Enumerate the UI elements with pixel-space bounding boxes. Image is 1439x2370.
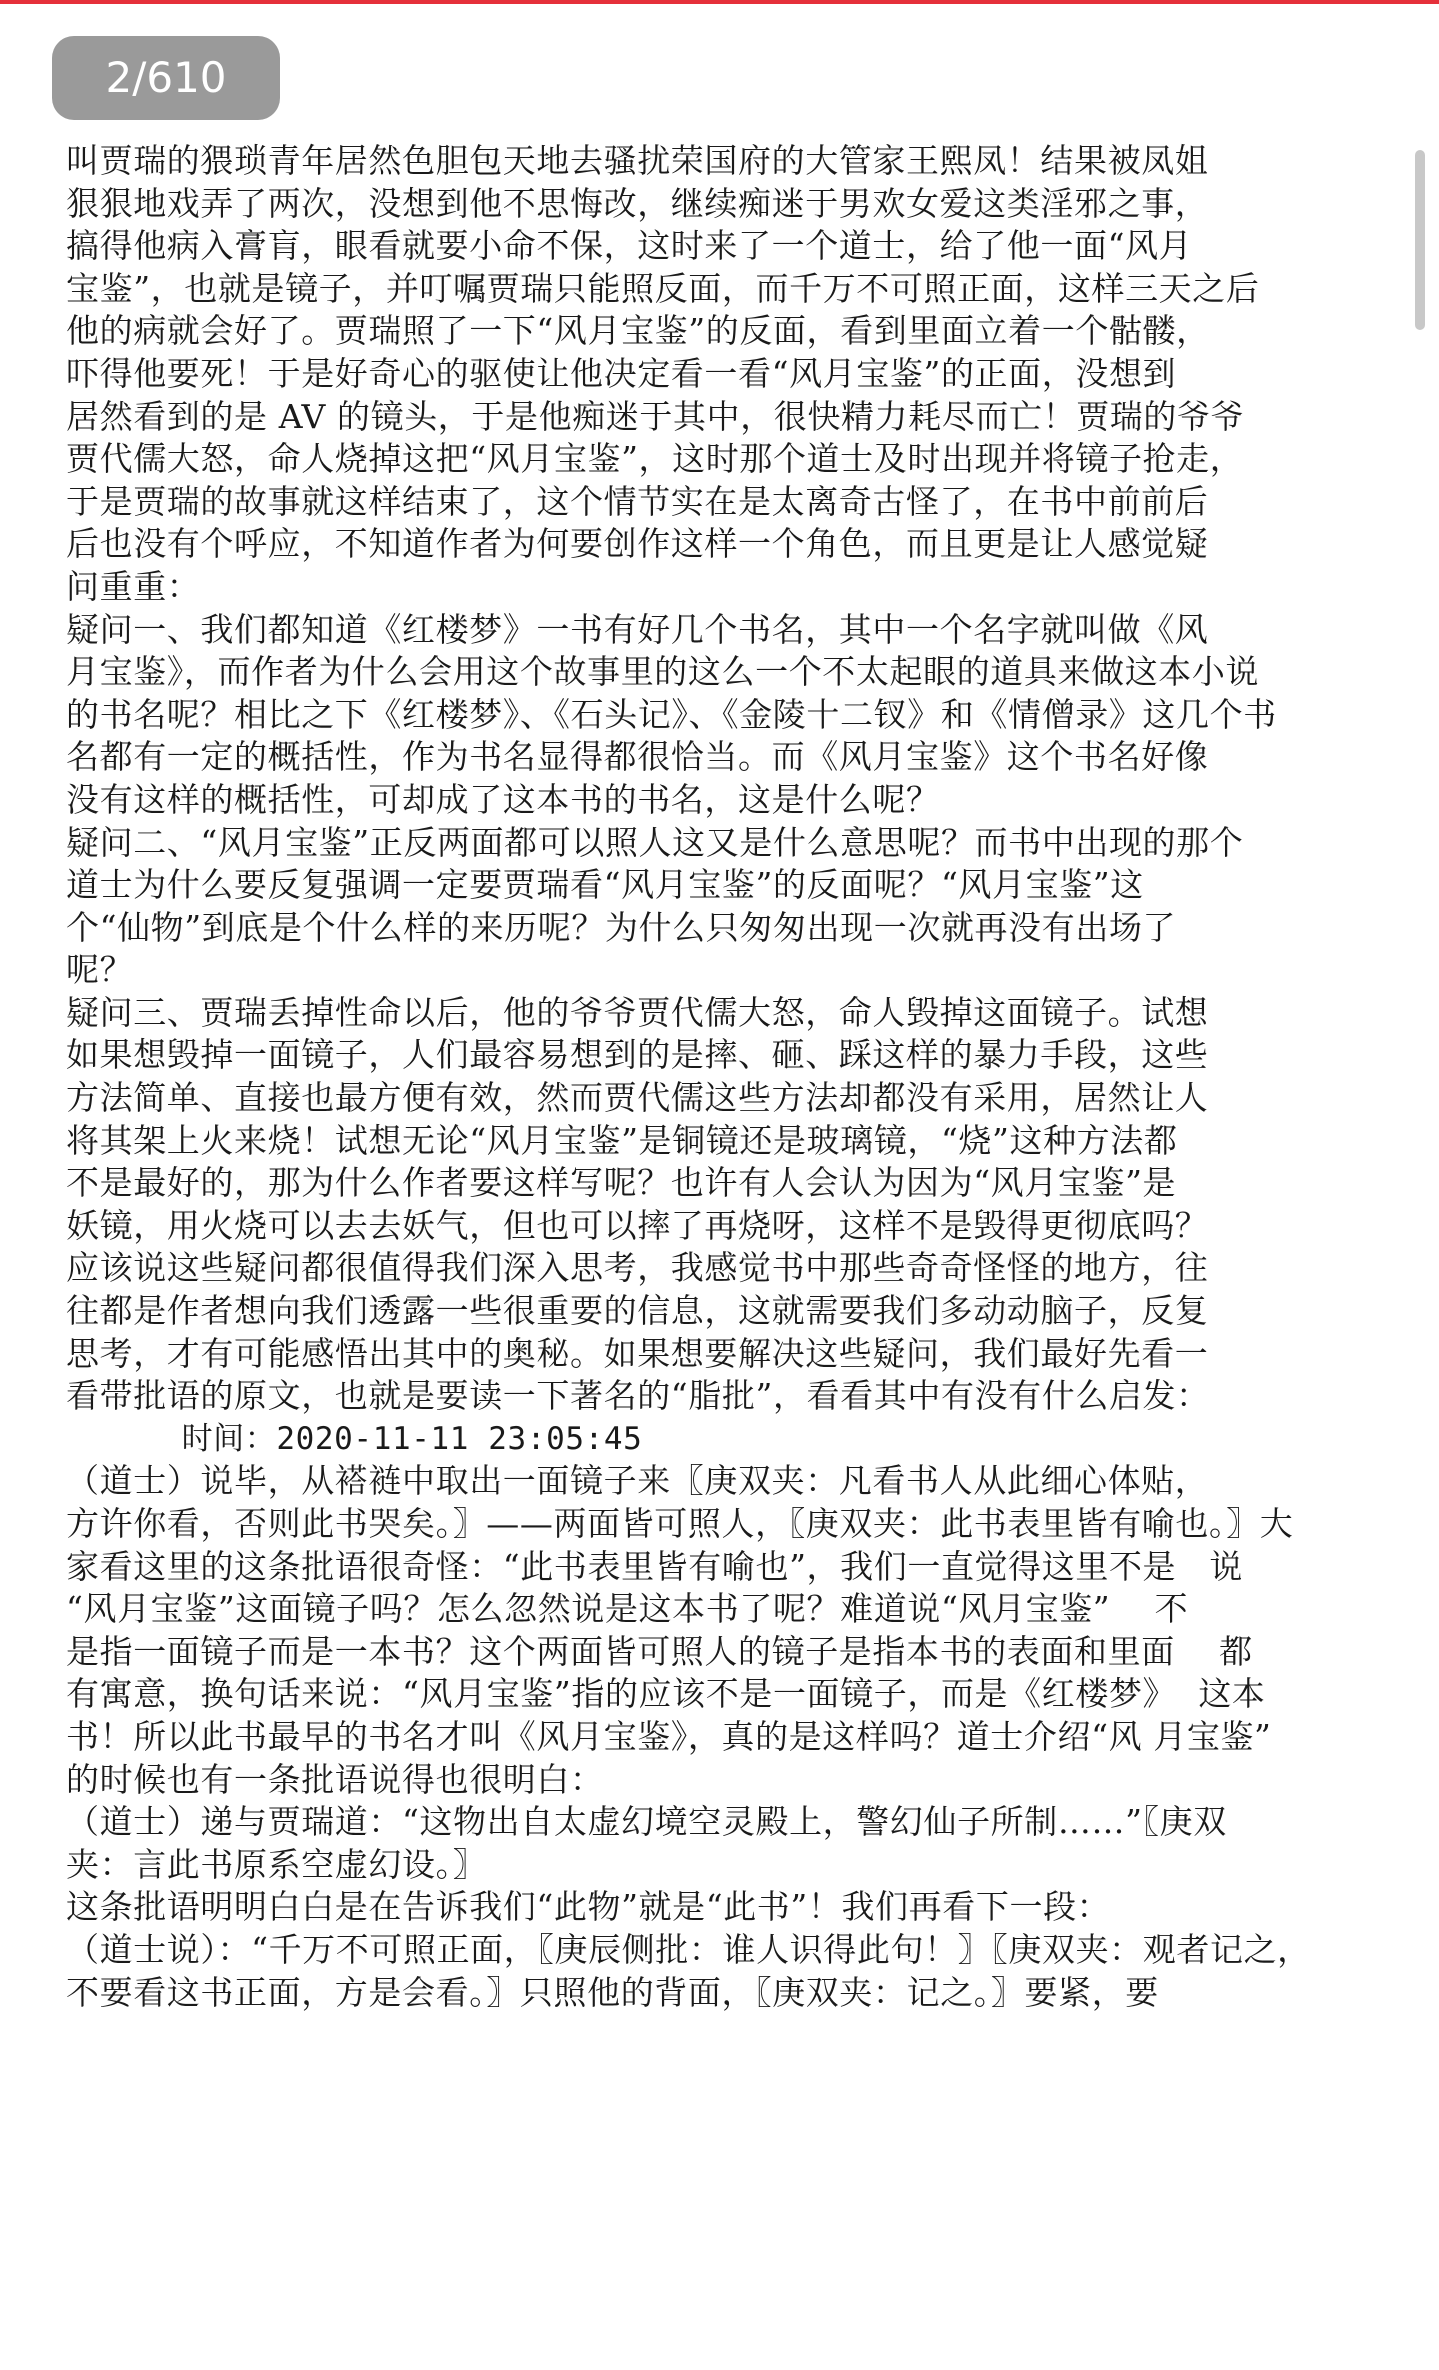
top-accent-bar	[0, 0, 1439, 4]
text-line: 问重重：	[66, 566, 201, 606]
text-line: 家看这里的这条批语很奇怪：“此书表里皆有喻也”，我们一直觉得这里不是 说	[66, 1546, 1244, 1586]
text-line: 不是最好的，那为什么作者要这样写呢？也许有人会认为因为“风月宝鉴”是	[66, 1163, 1177, 1203]
text-line: 道士为什么要反复强调一定要贾瑞看“风月宝鉴”的反面呢？“风月宝鉴”这	[66, 865, 1144, 905]
text-line: 叫贾瑞的猥琐青年居然色胆包天地去骚扰荣国府的大管家王熙凤！结果被凤姐	[66, 141, 1209, 180]
text-line: “风月宝鉴”这面镜子吗？怎么忽然说是这本书了呢？难道说“风月宝鉴” 不	[66, 1589, 1189, 1629]
text-line: 呢？	[66, 950, 134, 990]
text-line: 夹：言此书原系空虚幻设。〗	[66, 1844, 487, 1884]
text-line: 搞得他病入膏肓，眼看就要小命不保，这时来了一个道士，给了他一面“风月	[66, 226, 1193, 266]
document-body	[66, 140, 1406, 2014]
text-line: （道士）递与贾瑞道：“这物出自太虚幻境空灵殿上，警幻仙子所制……”〖庚双	[66, 1802, 1227, 1842]
text-line: 他的病就会好了。贾瑞照了一下“风月宝鉴”的反面，看到里面立着一个骷髅，	[66, 311, 1210, 351]
text-line: 将其架上火来烧！试想无论“风月宝鉴”是铜镜还是玻璃镜，“烧”这种方法都	[66, 1120, 1178, 1160]
text-line: 没有这样的概括性，可却成了这本书的书名，这是什么呢？	[66, 779, 940, 819]
text-line: 这条批语明明白白是在告诉我们“此物”就是“此书”！我们再看下一段：	[66, 1887, 1111, 1927]
text-line: 有寓意，换句话来说：“风月宝鉴”指的应该不是一面镜子，而是《红楼梦》 这本	[66, 1674, 1266, 1714]
text-line: 时间：2020-11-11 23:05:45	[66, 1420, 643, 1457]
page-indicator: 2/610	[52, 36, 280, 120]
text-line: 于是贾瑞的故事就这样结束了，这个情节实在是太离奇古怪了，在书中前前后	[66, 481, 1209, 521]
text-line: 名都有一定的概括性，作为书名显得都很恰当。而《风月宝鉴》这个书名好像	[66, 737, 1209, 777]
scrollbar-thumb[interactable]	[1415, 150, 1425, 330]
text-line: （道士）说毕，从褡裢中取出一面镜子来〖庚双夹：凡看书人从此细心体贴，	[66, 1461, 1209, 1501]
text-line: 往都是作者想向我们透露一些很重要的信息，这就需要我们多动动脑子，反复	[66, 1291, 1209, 1331]
text-line: 疑问一、我们都知道《红楼梦》一书有好几个书名，其中一个名字就叫做《风	[66, 609, 1209, 649]
text-line: 疑问二、“风月宝鉴”正反两面都可以照人这又是什么意思呢？而书中出现的那个	[66, 822, 1244, 862]
text-line: 个“仙物”到底是个什么样的来历呢？为什么只匆匆出现一次就再没有出场了	[66, 907, 1177, 947]
text-line: 书！所以此书最早的书名才叫《风月宝鉴》，真的是这样吗？道士介绍“风 月宝鉴”	[66, 1716, 1272, 1756]
text-line: 看带批语的原文，也就是要读一下著名的“脂批”，看看其中有没有什么启发：	[66, 1376, 1210, 1416]
text-line: 方法简单、直接也最方便有效，然而贾代儒这些方法却都没有采用，居然让人	[66, 1078, 1209, 1118]
text-line: 宝鉴”，也就是镜子，并叮嘱贾瑞只能照反面，而千万不可照正面，这样三天之后	[66, 268, 1260, 308]
text-line: 贾代儒大怒，命人烧掉这把“风月宝鉴”，这时那个道士及时出现并将镜子抢走，	[66, 439, 1244, 479]
text-line: 居然看到的是 AV 的镜头，于是他痴迷于其中，很快精力耗尽而亡！贾瑞的爷爷	[66, 396, 1245, 436]
text-line: 月宝鉴》，而作者为什么会用这个故事里的这么一个不太起眼的道具来做这本小说	[66, 652, 1260, 692]
text-line: 的时候也有一条批语说得也很明白：	[66, 1759, 604, 1799]
text-line: 妖镜，用火烧可以去去妖气，但也可以摔了再烧呀，这样不是毁得更彻底吗？	[66, 1205, 1209, 1245]
text-line: 如果想毁掉一面镜子，人们最容易想到的是摔、砸、踩这样的暴力手段，这些	[66, 1035, 1209, 1075]
text-line: 应该说这些疑问都很值得我们深入思考，我感觉书中那些奇奇怪怪的地方，往	[66, 1248, 1209, 1288]
text-line: 后也没有个呼应，不知道作者为何要创作这样一个角色，而且更是让人感觉疑	[66, 524, 1209, 564]
text-line: 吓得他要死！于是好奇心的驱使让他决定看一看“风月宝鉴”的正面，没想到	[66, 353, 1177, 393]
text-line: 方许你看，否则此书哭矣。〗——两面皆可照人，〖庚双夹：此书表里皆有喻也。〗大	[66, 1504, 1294, 1543]
text-line: 不要看这书正面，方是会看。〗只照他的背面，〖庚双夹：记之。〗要紧，要	[66, 1972, 1159, 2012]
text-line: 狠狠地戏弄了两次，没想到他不思悔改，继续痴迷于男欢女爱这类淫邪之事，	[66, 183, 1209, 223]
text-line: 思考，才有可能感悟出其中的奥秘。如果想要解决这些疑问，我们最好先看一	[66, 1333, 1209, 1373]
text-line: 是指一面镜子而是一本书？这个两面皆可照人的镜子是指本书的表面和里面 都	[66, 1631, 1253, 1671]
text-line: 疑问三、贾瑞丢掉性命以后，他的爷爷贾代儒大怒，命人毁掉这面镜子。试想	[66, 992, 1209, 1032]
text-line: （道士说）：“千万不可照正面，〖庚辰侧批：谁人识得此句！〗〖庚双夹：观者记之，	[66, 1929, 1311, 1969]
text-line: 的书名呢？相比之下《红楼梦》、《石头记》、《金陵十二钗》和《情僧录》这几个书	[66, 694, 1277, 734]
